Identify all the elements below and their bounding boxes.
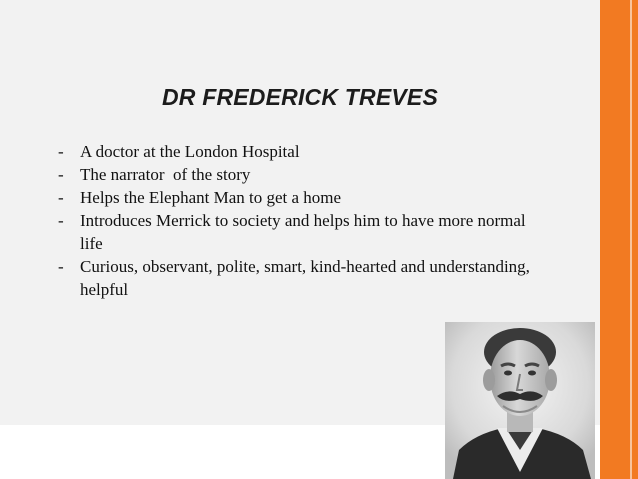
bullet-text: Helps the Elephant Man to get a home	[80, 188, 342, 207]
bullet-text: The narrator of the story	[80, 165, 251, 184]
bullet-list	[58, 140, 568, 301]
accent-bar	[600, 0, 638, 479]
bullet-item	[58, 209, 535, 255]
portrait-photo	[445, 322, 595, 479]
bullet-text: Introduces Merrick to society and helps him to have more normal life	[80, 211, 526, 253]
slide-title: DR FREDERICK TREVES	[162, 84, 438, 110]
bullet-text: A doctor at the London Hospital	[80, 142, 300, 161]
bullet-dash: -	[58, 211, 64, 230]
bullet-dash: -	[58, 257, 64, 276]
bullet-item	[58, 163, 568, 186]
accent-stripe	[630, 0, 632, 479]
bullet-item	[58, 255, 535, 301]
bullet-dash: -	[58, 165, 64, 184]
bullet-item	[58, 140, 568, 163]
bullet-item	[58, 186, 568, 209]
bullet-text: Curious, observant, polite, smart, kind-hearted and understanding, helpful	[80, 257, 530, 299]
bullet-dash: -	[58, 142, 64, 161]
bullet-dash: -	[58, 188, 64, 207]
